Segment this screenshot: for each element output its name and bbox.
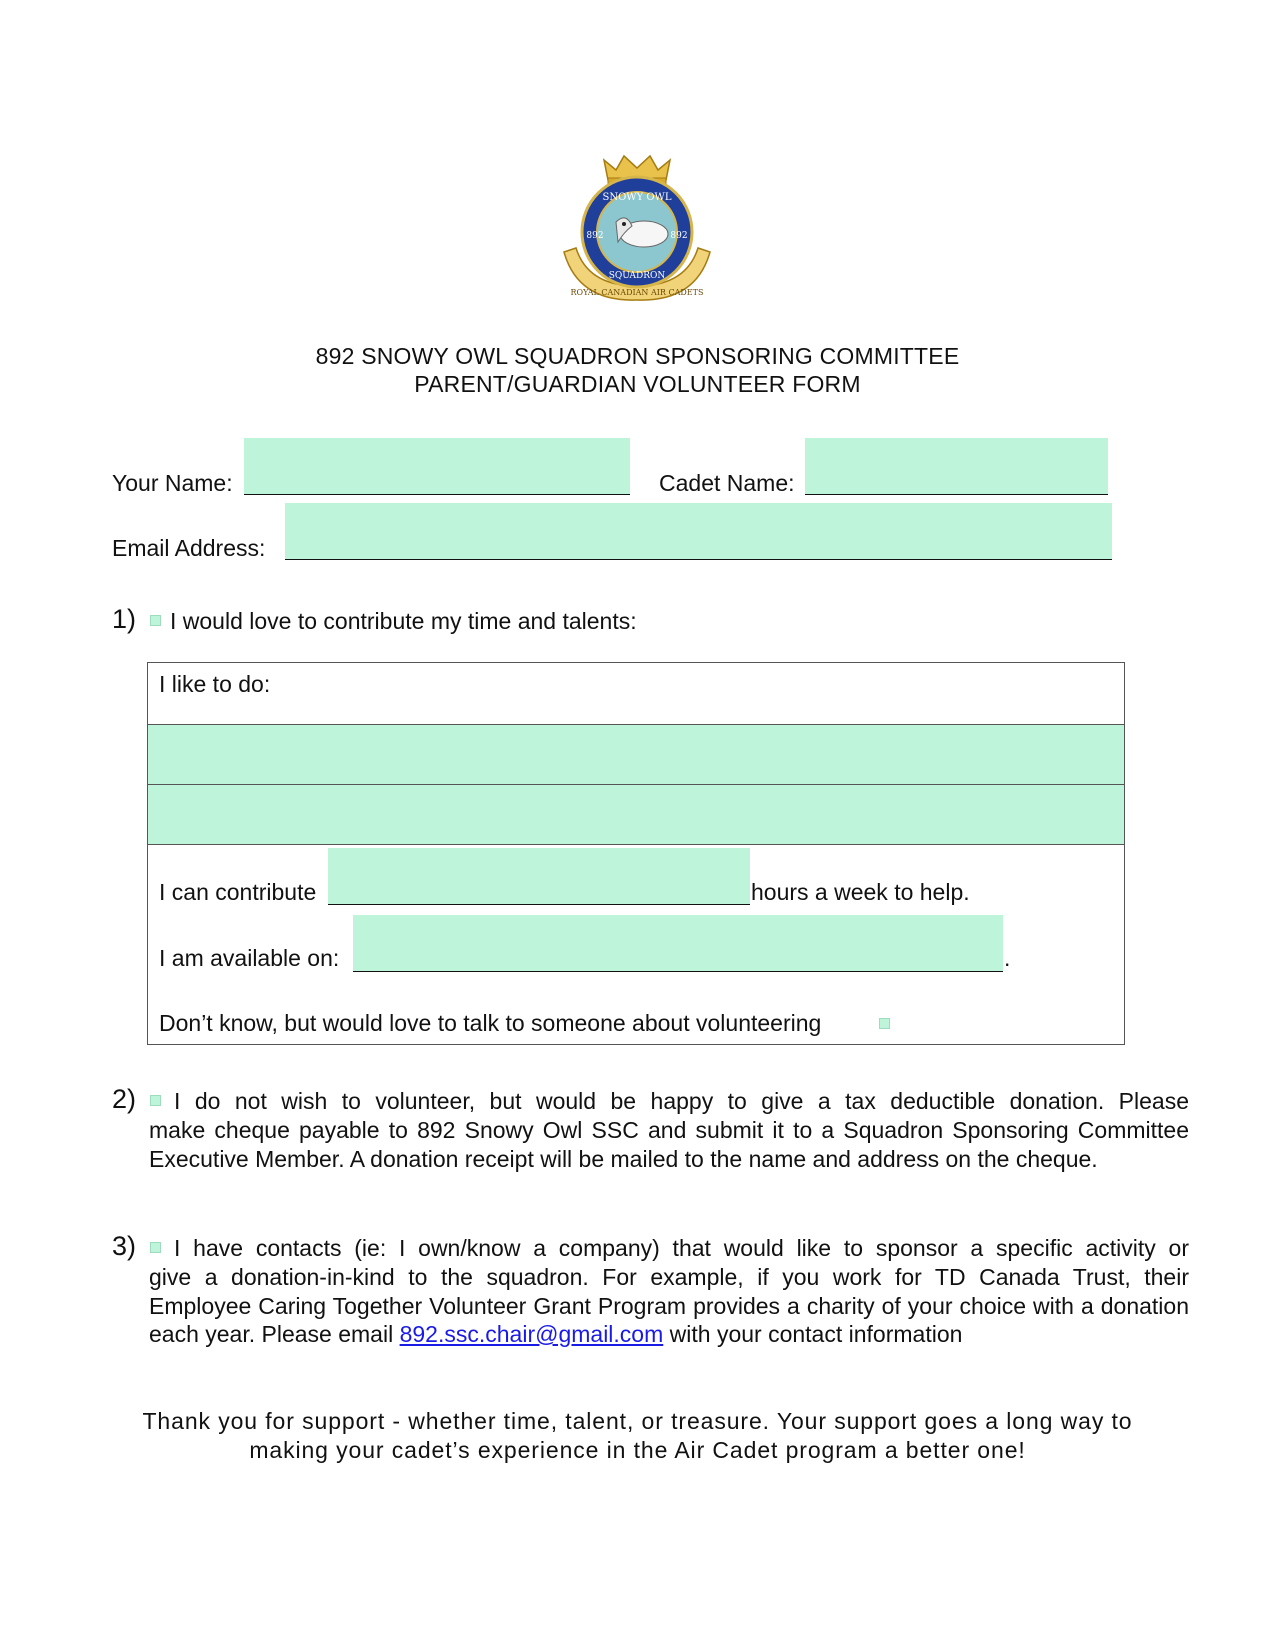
chair-email-link[interactable]: 892.ssc.chair@gmail.com bbox=[399, 1321, 664, 1347]
cadet-name-input[interactable] bbox=[805, 438, 1108, 494]
thanks-line1: Thank you for support - whether time, talent, or treasure. Your support goes a long way to bbox=[142, 1408, 1133, 1434]
svg-text:892: 892 bbox=[586, 231, 604, 241]
like-to-do-field-1[interactable] bbox=[148, 725, 1124, 784]
your-name-label: Your Name: bbox=[112, 470, 233, 496]
svg-text:ROYAL CANADIAN AIR CADETS: ROYAL CANADIAN AIR CADETS bbox=[570, 288, 704, 297]
contribute-prefix: I can contribute bbox=[159, 879, 317, 905]
form-title-line2: PARENT/GUARDIAN VOLUNTEER FORM bbox=[414, 371, 861, 397]
contribute-suffix: hours a week to help. bbox=[751, 879, 970, 905]
dont-know-text: Don’t know, but would love to talk to someone about volunteering bbox=[159, 1010, 822, 1036]
option2-number: 2) bbox=[112, 1084, 137, 1114]
email-field[interactable] bbox=[285, 503, 1112, 560]
available-prefix: I am available on: bbox=[159, 945, 340, 971]
hours-per-week-field[interactable] bbox=[328, 848, 750, 905]
your-name-input[interactable] bbox=[244, 438, 630, 494]
hours-per-week-input[interactable] bbox=[328, 848, 750, 904]
option2-text-line1: I do not wish to volunteer, but would be happy to give a tax deductible donation. Please bbox=[174, 1088, 1189, 1114]
thanks-line2: making your cadet’s experience in the Air Cadet program a better one! bbox=[249, 1437, 1026, 1463]
option1-text: I would love to contribute my time and talents: bbox=[170, 608, 637, 634]
option3-text-line1: I have contacts (ie: I own/know a company) that would like to sponsor a specific activity or bbox=[174, 1235, 1189, 1261]
svg-text:SNOWY OWL: SNOWY OWL bbox=[602, 192, 672, 203]
like-to-do-label: I like to do: bbox=[159, 671, 271, 697]
cadet-name-label: Cadet Name: bbox=[659, 470, 795, 496]
option3-checkbox[interactable] bbox=[150, 1242, 161, 1253]
available-suffix: . bbox=[1004, 945, 1011, 971]
option3-text-end: with your contact information bbox=[669, 1321, 963, 1347]
option3-paragraph bbox=[149, 1263, 1189, 1349]
option2-text-rest: make cheque payable to 892 Snowy Owl SSC and submit it to a Squadron Sponsoring Committee Executive Member. A donation receipt will be mailed to the name and address on the cheque. bbox=[149, 1117, 1189, 1172]
availability-input[interactable] bbox=[353, 915, 1003, 971]
option1-number: 1) bbox=[112, 604, 137, 634]
cadet-name-field[interactable] bbox=[805, 438, 1108, 495]
svg-text:892: 892 bbox=[670, 231, 688, 241]
availability-field[interactable] bbox=[353, 915, 1003, 972]
option2-checkbox[interactable] bbox=[150, 1095, 161, 1106]
like-to-do-input-1[interactable] bbox=[148, 725, 1124, 784]
like-to-do-input-2[interactable] bbox=[148, 785, 1124, 844]
volunteer-details-table bbox=[147, 662, 1125, 1045]
your-name-field[interactable] bbox=[244, 438, 630, 495]
option3-text-rest: give a donation-in-kind to the squadron. For example, if you work for TD Canada Trust, their Employee Caring Together Volunteer Grant Program provides a charity of your choice with a donation each year. Please email bbox=[149, 1264, 1189, 1347]
email-label: Email Address: bbox=[112, 535, 266, 561]
option1-checkbox[interactable] bbox=[150, 615, 161, 626]
svg-text:SQUADRON: SQUADRON bbox=[608, 271, 666, 281]
like-to-do-field-2[interactable] bbox=[148, 785, 1124, 844]
squadron-crest-logo bbox=[558, 152, 716, 306]
dont-know-checkbox[interactable] bbox=[879, 1018, 890, 1029]
form-title-line1: 892 SNOWY OWL SQUADRON SPONSORING COMMITTEE bbox=[315, 343, 960, 369]
option3-number: 3) bbox=[112, 1231, 137, 1261]
email-input[interactable] bbox=[285, 503, 1112, 559]
